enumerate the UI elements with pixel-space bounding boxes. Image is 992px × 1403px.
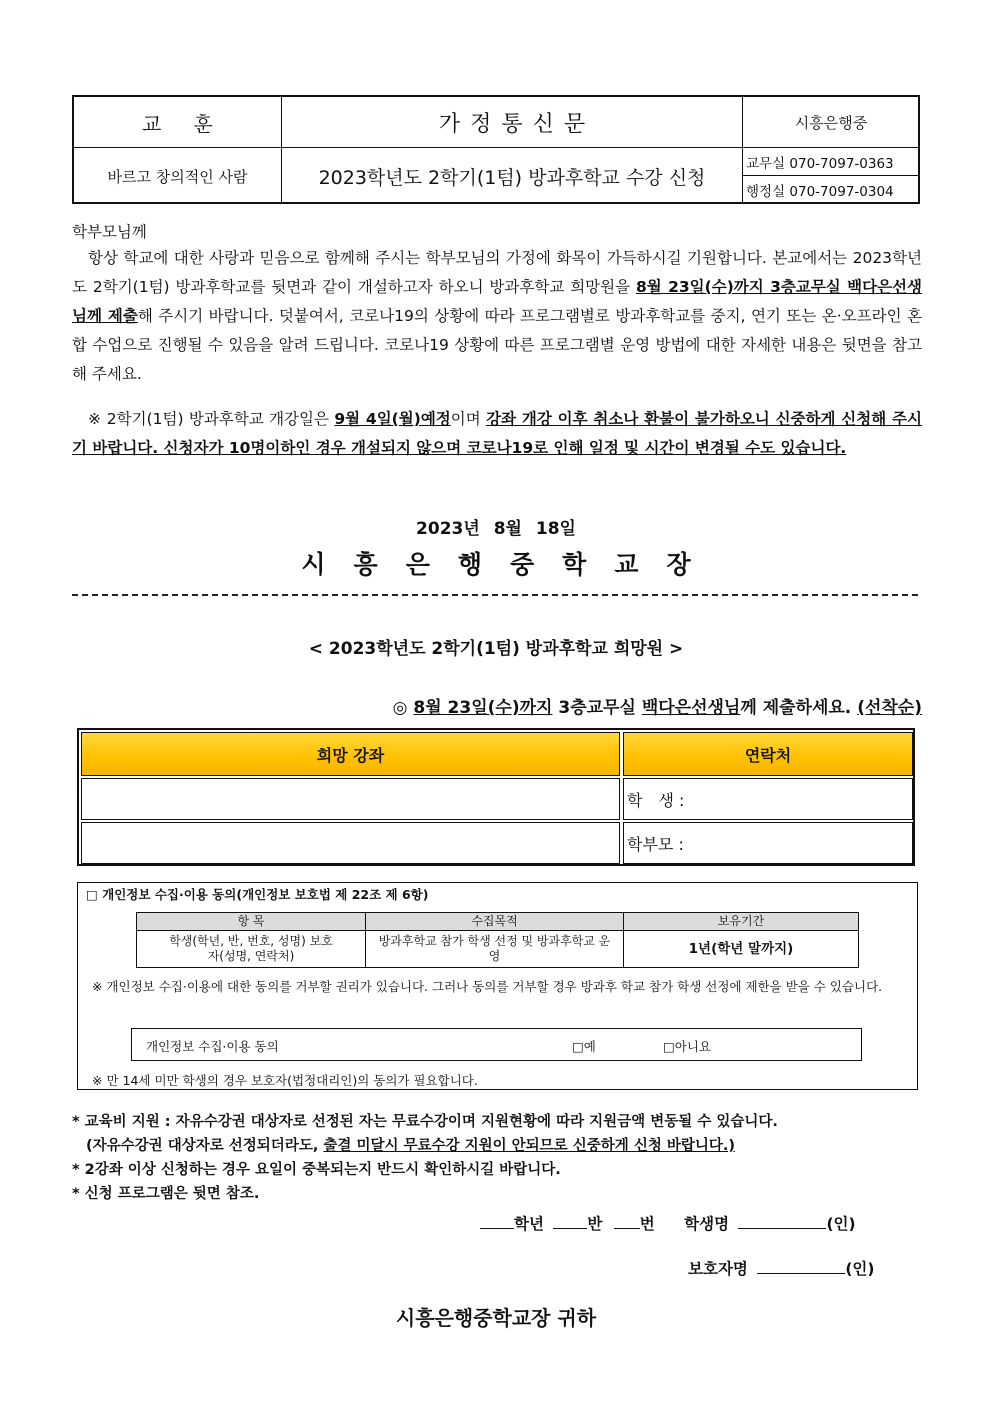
cut-line: [72, 594, 918, 596]
start-date-highlight: 9월 4일(월)예정: [334, 410, 451, 428]
privacy-consent-box: [77, 882, 918, 1090]
application-table: [77, 728, 915, 866]
letter-paragraph-2: ※ 2학기(1텀) 방과후학교 개강일은 9월 4일(월)예정이며 강좌 개강 이후 취소나 환불이 불가하오니 신중하게 신청해 주시기 바랍니다. 신청자가 10명이하인 경우 개설되지 않으며 코로나19로 인해 일정 및 시간이 변경될 수도 있습니다.: [72, 410, 922, 457]
contact-header: 연락처: [623, 732, 913, 776]
footnote-tuition: * 교육비 지원 : 자유수강권 대상자로 선정된 자는 무료수강이며 지원현황에 따라 지원금액 변동될 수 있습니다.: [72, 1114, 778, 1130]
privacy-td-purpose: 방과후학교 참가 학생 선정 및 방과후학교 운영: [366, 931, 624, 967]
phone-office: 교무실 070-7097-0363: [746, 155, 894, 172]
consent-yes-checkbox[interactable]: □예: [572, 1039, 596, 1054]
grade-blank[interactable]: [480, 1215, 514, 1229]
principal-signature: 시흥은행중학교장: [301, 550, 719, 579]
letter-date: 2023년 8월 18일: [416, 519, 576, 539]
student-name-blank[interactable]: [738, 1215, 826, 1229]
course-input-2[interactable]: [81, 822, 620, 864]
privacy-th-item: 항 목: [137, 913, 366, 931]
footnote-overlap: * 2강좌 이상 신청하는 경우 요일이 중복되는지 반드시 확인하시길 바랍니다.: [72, 1162, 561, 1178]
form-deadline: ◎ 8월 23일(수)까지 3층교무실 백다은선생님께 제출하세요. (선착순): [392, 698, 922, 718]
privacy-td-period: 1년(학년 말까지): [688, 940, 794, 957]
footnote-program: * 신청 프로그램은 뒷면 참조.: [72, 1186, 260, 1202]
student-signature-line: 학년 반 번 학생명 (인): [480, 1212, 856, 1234]
class-blank[interactable]: [553, 1215, 587, 1229]
consent-no-checkbox[interactable]: □아니요: [663, 1039, 712, 1054]
privacy-refusal-note: ※ 개인정보 수집·이용에 대한 동의를 거부할 권리가 있습니다. 그러나 동의를 거부할 경우 방과후 학교 참가 학생 선정에 제한을 받을 수 있습니다.: [92, 979, 883, 994]
addressee: 시흥은행중학교장 귀하: [395, 1306, 597, 1330]
greeting: 학부모님께: [72, 223, 147, 241]
form-title: < 2023학년도 2학기(1텀) 방과후학교 희망원 >: [308, 639, 684, 659]
number-blank[interactable]: [614, 1215, 640, 1229]
letter-paragraph-1: 항상 학교에 대한 사랑과 믿음으로 함께해 주시는 학부모님의 가정에 화목이 가득하시길 기원합니다. 본교에서는 2023학년도 2학기(1텀) 방과후학교를 뒷면과 같이 개설하고자 하오니 방과후학교 희망원을 8월 23일(수)까지 3층교무실 백다은선생님께 제출해 주시기 바랍니다. 덧붙여서, 코로나19의 상황에 따라 프로그램별로 방과후학교를 중지, 연기 또는 온·오프라인 혼합 수업으로 진행될 수 있음을 알려 드립니다. 코로나19 상황에 따른 프로그램별 운영 방법에 대한 자세한 내용은 뒷면을 참고해 주세요.: [72, 249, 922, 383]
notice-subject: 2023학년도 2학기(1텀) 방과후학교 수강 신청: [318, 166, 706, 189]
privacy-td-item: 학생(학년, 반, 번호, 성명) 보호자(성명, 연락처): [137, 931, 366, 967]
consent-label: 개인정보 수집·이용 동의: [146, 1039, 279, 1054]
course-input-1[interactable]: [81, 778, 620, 820]
school-motto: 바르고 창의적인 사람: [107, 167, 248, 186]
footnote-attendance: (자유수강권 대상자로 선정되더라도, 출결 미달시 무료수강 지원이 안되므로 신중하게 신청 바랍니다.): [86, 1138, 736, 1154]
privacy-title: □ 개인정보 수집·이용 동의(개인정보 보호법 제 22조 제 6항): [86, 887, 429, 902]
consent-row: [131, 1028, 862, 1061]
course-header: 희망 강좌: [81, 732, 620, 776]
refund-warning: 강좌 개강 이후 취소나 환불이 불가하오니 신중하게 신청해 주시기 바랍니다. 신청자가 10명이하인 경우 개설되지 않으며 코로나19로 인해 일정 및 시간이 변경될 수도 있습니다.: [72, 410, 922, 457]
guardian-consent-note: ※ 만 14세 미만 학생의 경우 보호자(법정대리인)의 동의가 필요합니다.: [92, 1073, 478, 1088]
deadline-highlight: 8월 23일(수)까지 3층교무실 백다은선생님께 제출: [72, 278, 922, 325]
privacy-table: [136, 912, 859, 968]
phone-admin: 행정실 070-7097-0304: [746, 184, 894, 200]
motto-label: 교훈: [142, 111, 245, 136]
privacy-th-purpose: 수집목적: [366, 913, 624, 931]
guardian-name-blank[interactable]: [757, 1260, 845, 1274]
guardian-signature-line: 보호자명 (인): [688, 1260, 875, 1278]
student-contact-field[interactable]: 학 생 :: [623, 778, 913, 820]
header-table: [72, 95, 920, 204]
school-name: 시흥은행중: [794, 113, 868, 132]
parent-contact-field[interactable]: 학부모 :: [623, 822, 913, 864]
newsletter-title: 가정통신문: [438, 111, 596, 137]
privacy-th-period: 보유기간: [624, 913, 858, 931]
